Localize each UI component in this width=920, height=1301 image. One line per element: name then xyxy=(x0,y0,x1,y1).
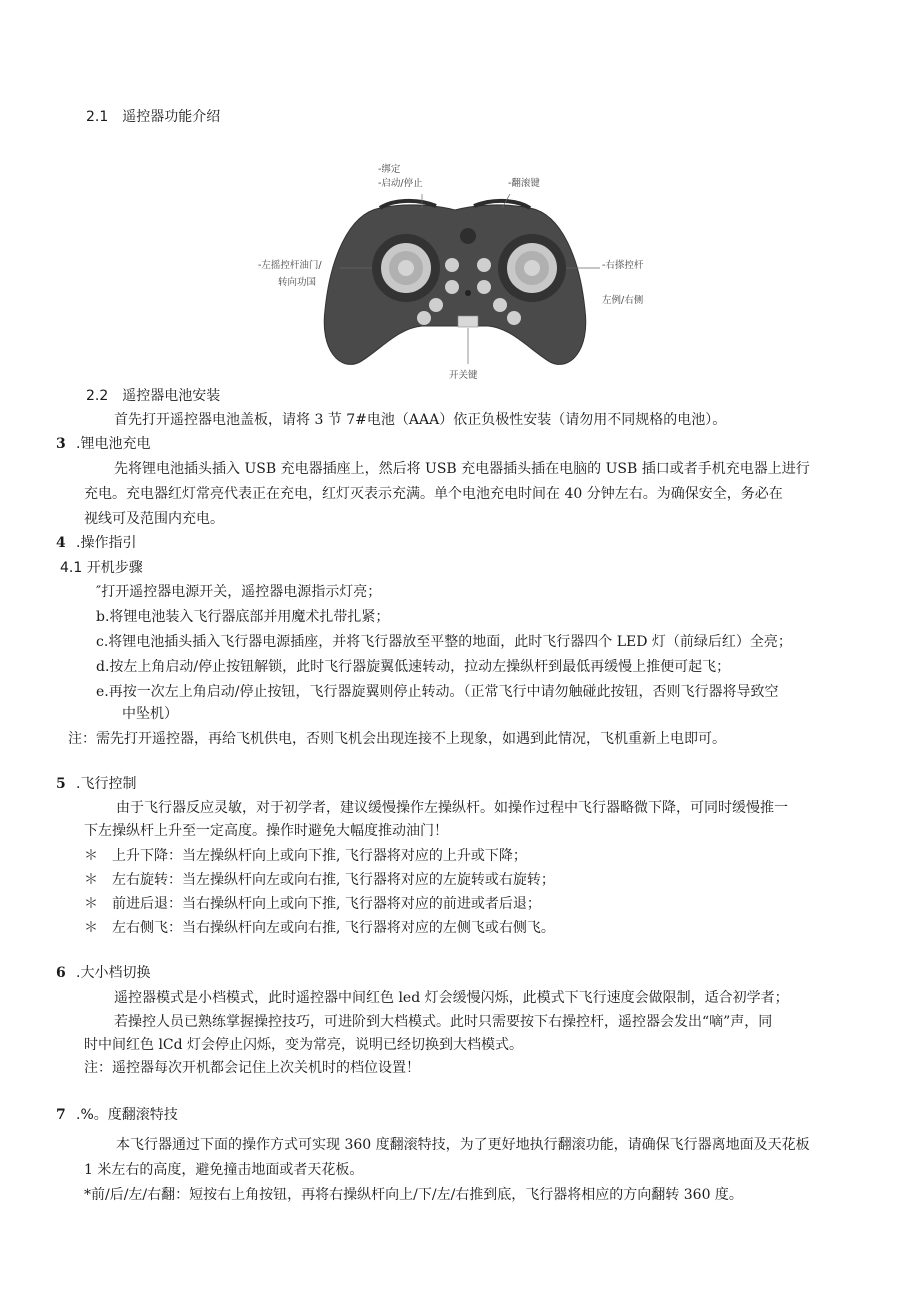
label-right-stick-2: 左例/右侧 xyxy=(602,295,644,306)
label-left-stick: -左摇控杆油门/ xyxy=(258,260,322,271)
bullet-side: ＊ 左右侧飞：当右操纵杆向左或向右推, 飞行器将对应的左侧飞或右侧飞。 xyxy=(84,920,555,936)
note-6: 注：遥控器每次开机都会记住上次关机时的档位设置！ xyxy=(84,1060,420,1076)
bullet-forward-back: ＊ 前进后退：当右操纵杆向上或向下推, 飞行器将对应的前进或者后退； xyxy=(84,896,541,912)
paragraph-5-line-2: 下左操纵杆上升至一定高度。操作时避免大幅度推动油门！ xyxy=(84,823,448,839)
section-7-heading: .%。度翻滚特技 xyxy=(76,1107,178,1123)
paragraph-7-line-2: 1 米左右的高度，避免撞击地面或者天花板。 xyxy=(84,1162,364,1178)
paragraph-3-line-2: 充电。充电器红灯常亮代表正在充电，红灯灭表示充满。单个电池充电时间在 40 分钟左右。为确保安全，务必在 xyxy=(84,486,783,502)
section-3-heading: .锂电池充电 xyxy=(76,436,151,452)
controller-figure xyxy=(240,150,670,390)
step-e-line-1: e.再按一次左上角启动/停止按钮，飞行器旋翼则停止转动。（正常飞行中请勿触碰此按钮，否则飞行器将导致空 xyxy=(96,684,779,700)
section-7-number: 7 xyxy=(56,1107,66,1123)
section-2-2-heading: 2.2 遥控器电池安装 xyxy=(86,388,221,404)
bullet-rotate: ＊ 左右旋转：当左操纵杆向左或向右推, 飞行器将对应的左旋转或右旋转； xyxy=(84,872,555,888)
label-right-stick: -右搽控杆 xyxy=(602,260,644,271)
paragraph-2-2: 首先打开遥控器电池盖板，请将 3 节 7#电池（AAA）依正负极性安装（请勿用不同规格的电池）。 xyxy=(114,412,727,428)
label-bind: -绑定 xyxy=(378,164,401,175)
step-a: ″打开遥控器电源开关，遥控器电源指示灯亮； xyxy=(96,584,382,600)
paragraph-6-line-3: 时中间红色 lCd 灯会停止闪烁，变为常亮，说明已经切换到大档模式。 xyxy=(84,1037,524,1053)
step-e-line-2: 中坠机） xyxy=(122,706,178,722)
section-3-number: 3 xyxy=(56,436,66,452)
label-power: 开关键 xyxy=(449,370,478,381)
label-left-stick-2: 转向功国 xyxy=(278,277,317,288)
bullet-up-down: ＊ 上升下降：当左操纵杆向上或向下推, 飞行器将对应的上升或下降； xyxy=(84,848,527,864)
label-start-stop: -启动/停止 xyxy=(378,178,423,189)
note-4: 注：需先打开遥控器，再给飞机供电，否则飞机会出现连接不上现象，如遇到此情况，飞机重新上电即可。 xyxy=(68,731,726,747)
step-b: b.将锂电池装入飞行器底部并用魔术扎带扎紧； xyxy=(96,609,390,625)
paragraph-6-line-2: 若操控人员已熟练掌握操控技巧，可进阶到大档模式。此时只需要按下右操控杆，遥控器会发出“嘀”声，同 xyxy=(114,1014,773,1030)
label-roll: -翻滚键 xyxy=(508,178,540,189)
section-6-heading: .大小档切换 xyxy=(76,965,151,981)
section-5-number: 5 xyxy=(56,776,66,792)
section-4-number: 4 xyxy=(56,535,66,551)
section-6-number: 6 xyxy=(56,965,66,981)
section-4-heading: .操作指引 xyxy=(76,535,137,551)
paragraph-6-line-1: 遥控器模式是小档模式，此时遥控器中间红色 led 灯会缓慢闪烁，此模式下飞行速度会做限制，适合初学者； xyxy=(114,990,789,1006)
step-c: c.将锂电池插头插入飞行器电源插座，并将飞行器放至平整的地面，此时飞行器四个 LED 灯（前绿后红）全亮； xyxy=(96,634,792,650)
paragraph-3-line-3: 视线可及范围内充电。 xyxy=(84,511,224,527)
paragraph-3-line-1: 先将锂电池插头插入 USB 充电器插座上，然后将 USB 充电器插头插在电脑的 USB 插口或者手机充电器上进行 xyxy=(114,461,810,477)
section-5-heading: .飞行控制 xyxy=(76,776,137,792)
step-d: d.按左上角启动/停止按钮解锁，此时飞行器旋翼低速转动，拉动左操纵杆到最低再缓慢上推便可起飞； xyxy=(96,659,731,675)
paragraph-7-line-3: *前/后/左/右翻：短按右上角按钮，再将右操纵杆向上/下/左/右推到底，飞行器将相应的方向翻转 360 度。 xyxy=(84,1187,743,1203)
section-4-1-heading: 4.1 开机步骤 xyxy=(60,560,143,576)
section-2-1-heading: 2.1 遥控器功能介绍 xyxy=(86,109,221,125)
paragraph-5-line-1: 由于飞行器反应灵敏，对于初学者，建议缓慢操作左操纵杆。如操作过程中飞行器略微下降，可同时缓慢推一 xyxy=(116,800,788,816)
paragraph-7-line-1: 本飞行器通过下面的操作方式可实现 360 度翻滚特技，为了更好地执行翻滚功能，请确保飞行器离地面及天花板 xyxy=(116,1137,810,1153)
